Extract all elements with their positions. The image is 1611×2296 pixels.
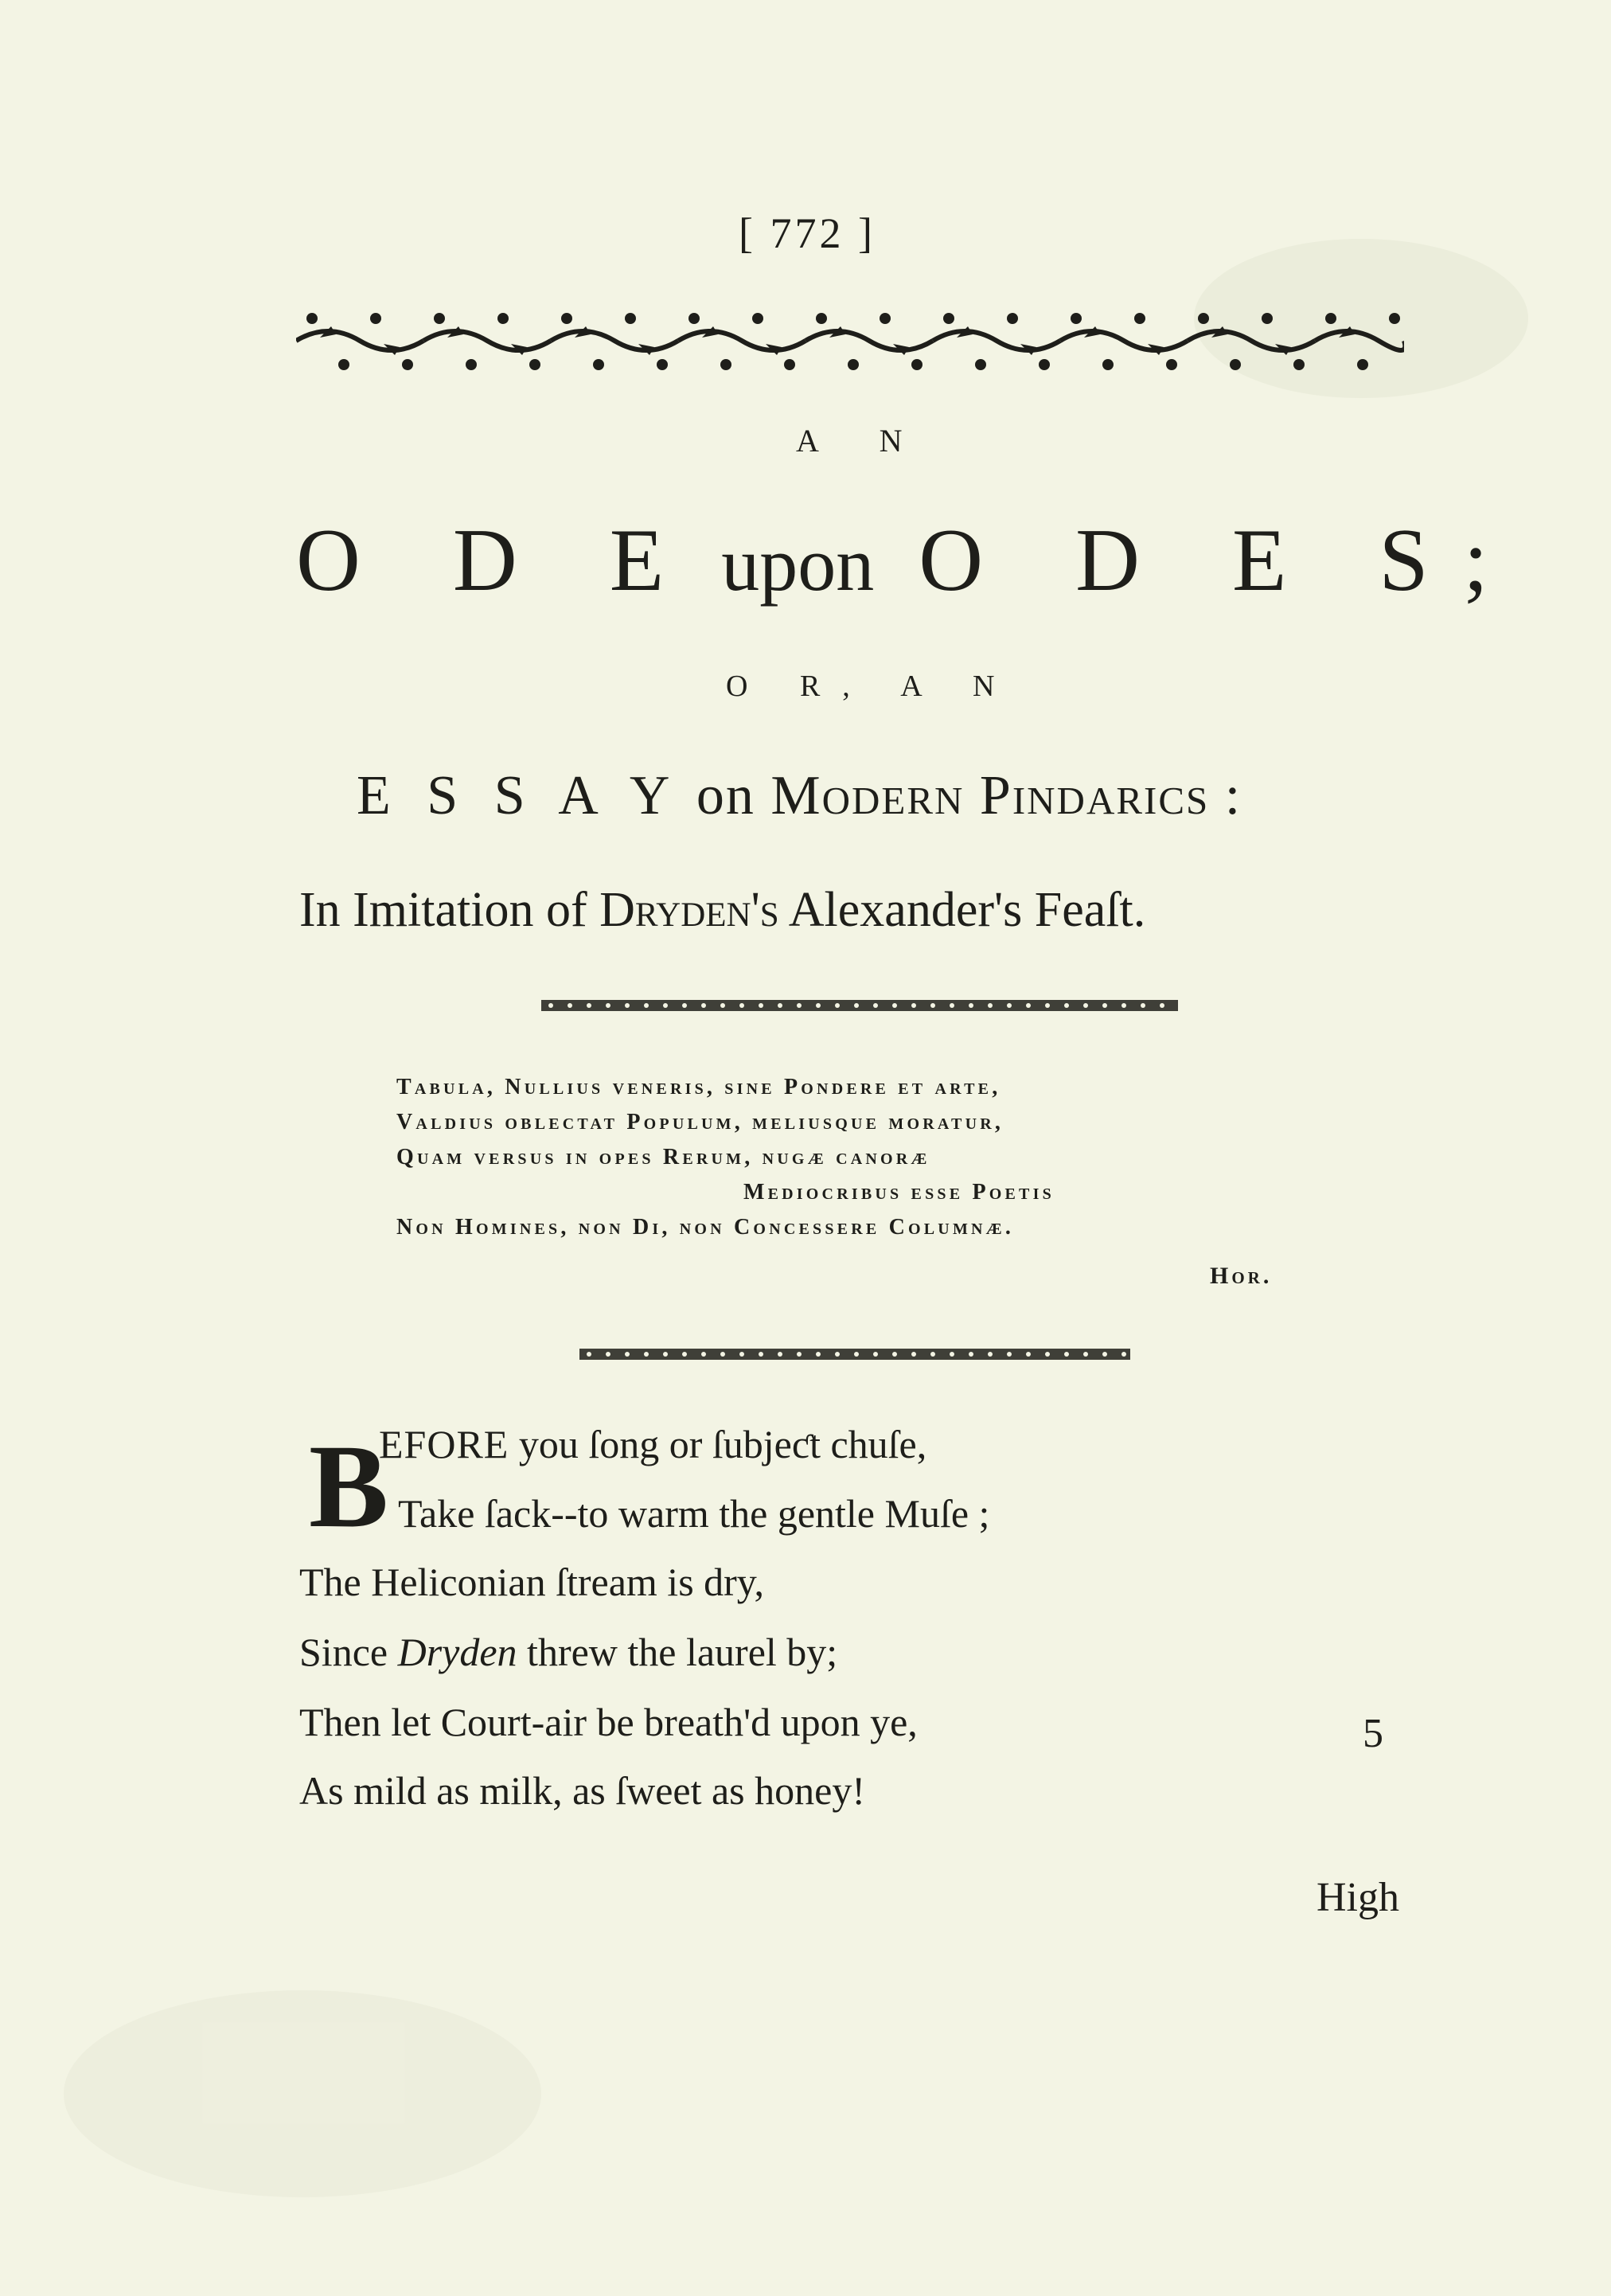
verse-line-4-prefix: Since [299,1630,398,1674]
essay-on: on [696,765,755,826]
line-number: 5 [1363,1711,1383,1756]
motto-line: Quam versus in opes Rerum, nugæ canoræ [396,1145,930,1169]
title-ode: O D E [296,511,700,610]
verse-line-6: As mild as milk, as ſweet as honey! [299,1768,865,1813]
main-title [296,511,1523,610]
title-odes: O D E S; [919,511,1523,610]
catchword: High [1316,1875,1399,1920]
imitation-author: Dryden's [599,883,779,937]
motto-line: Tabula, Nullius veneris, sine Pondere et arte, [396,1075,1001,1099]
ornamental-rule [541,998,1178,1013]
verse-line-4-rest: threw the laurel by; [517,1630,838,1674]
motto-line: Mediocribus esse Poetis [743,1180,1055,1205]
ornamental-rule [579,1347,1130,1361]
paper-stain [64,1990,541,2197]
imitation-work: Alexander's Feaſt. [788,883,1146,937]
verse-line-1-caps: EFORE [379,1422,509,1466]
verse-line-5: Then let Court-air be breath'd upon ye, [299,1700,918,1744]
ornamental-garland-headpiece [296,306,1404,377]
motto-line: Valdius oblectat Populum, meliusque moratur, [396,1110,1004,1134]
heading-an: A N [796,423,930,459]
verse-line-4 [299,1629,837,1675]
motto-line: Non Homines, non Di, non Concessere Columnæ. [396,1215,1015,1240]
heading-or-an: O R, A N [726,670,1017,703]
page-number: [ 772 ] [739,209,876,257]
verse-line-1 [379,1421,926,1467]
verse-line-4-italic: Dryden [397,1630,517,1674]
essay-subject: Modern Pindarics : [770,765,1242,826]
verse-line-2: Take ſack--to warm the gentle Muſe ; [398,1491,990,1536]
essay-word: E S S A Y [357,765,681,826]
title-upon: upon [721,521,875,607]
essay-subtitle [357,764,1242,828]
imitation-line [299,882,1145,939]
drop-cap: B [309,1420,389,1552]
verse-line-1-rest: you ſong or ſubjeƈt chuſe, [509,1422,927,1466]
verse-line-3: The Heliconian ſtream is dry, [299,1560,765,1604]
motto-attribution: Hor. [1210,1263,1273,1289]
imitation-prefix: In Imitation of [299,883,587,937]
